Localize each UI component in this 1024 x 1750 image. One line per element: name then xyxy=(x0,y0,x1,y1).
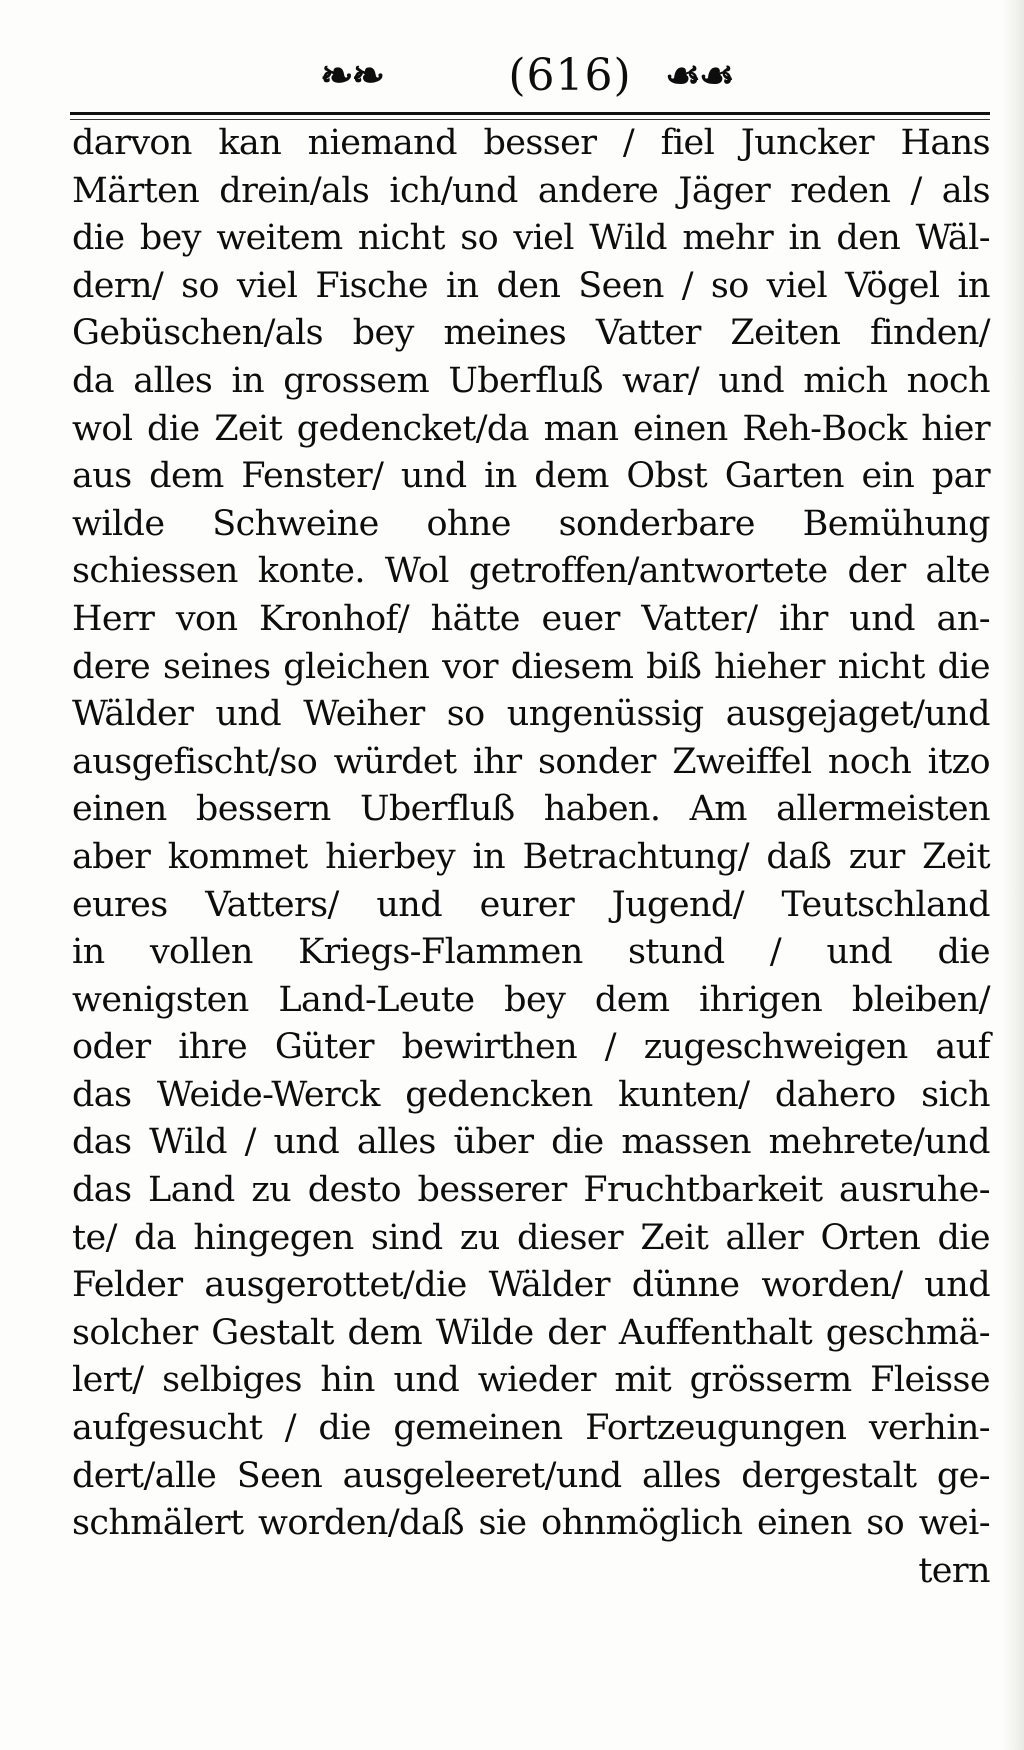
catchword: tern xyxy=(918,1550,990,1591)
page-header xyxy=(70,48,990,104)
text-line: eures Vatters/ und eurer Jugend/ Teutschland xyxy=(72,884,990,925)
text-line: das Land zu desto besserer Fruchtbarkeit ausruhe- xyxy=(72,1170,990,1211)
text-line: solcher Gestalt dem Wilde der Auffenthalt geschmä- xyxy=(72,1312,990,1353)
text-line: die bey weitem nicht so viel Wild mehr in den Wäl- xyxy=(72,218,990,259)
text-line: lert/ selbiges hin und wieder mit grösserm Fleisse xyxy=(72,1360,990,1401)
text-line: das Wild / und alles über die massen mehrete/und xyxy=(72,1122,990,1163)
text-line: Märten drein/als ich/und andere Jäger reden / als xyxy=(72,170,990,211)
text-line: aus dem Fenster/ und in dem Obst Garten ein par xyxy=(72,456,990,497)
text-line: wol die Zeit gedencket/da man einen Reh-Bock hier xyxy=(72,408,990,449)
text-line: schmälert worden/daß sie ohnmöglich einen so wei- xyxy=(72,1503,990,1544)
body-text xyxy=(72,120,990,1595)
text-line: einen bessern Uberfluß haben. Am allermeisten xyxy=(72,789,990,830)
text-line: wilde Schweine ohne sonderbare Bemühung xyxy=(72,503,990,544)
text-line: wenigsten Land-Leute bey dem ihrigen bleiben/ xyxy=(72,979,990,1020)
text-line: in vollen Kriegs-Flammen stund / und die xyxy=(72,932,990,973)
page-number: (616) xyxy=(508,50,632,101)
text-line: das Weide-Werck gedencken kunten/ dahero sich xyxy=(72,1074,990,1115)
text-line: dere seines gleichen vor diesem biß hieher nicht die xyxy=(72,646,990,687)
text-line: schiessen konte. Wol getroffen/antwortete der alte xyxy=(72,551,990,592)
text-line: Wälder und Weiher so ungenüssig ausgejaget/und xyxy=(72,694,990,735)
text-line: Gebüschen/als bey meines Vatter Zeiten finden/ xyxy=(72,313,990,354)
text-line: Herr von Kronhof/ hätte euer Vatter/ ihr und an- xyxy=(72,598,990,639)
text-line: ausgefischt/so würdet ihr sonder Zweiffel noch itzo xyxy=(72,741,990,782)
text-line: darvon kan niemand besser / fiel Juncker Hans xyxy=(72,123,990,163)
text-line: da alles in grossem Uberfluß war/ und mich noch xyxy=(72,360,990,401)
text-line: dert/alle Seen ausgeleeret/und alles dergestalt ge- xyxy=(72,1455,990,1496)
text-line: te/ da hingegen sind zu dieser Zeit aller Orten die xyxy=(72,1217,990,1258)
page-edge-shadow xyxy=(1002,0,1024,1750)
text-line: oder ihre Güter bewirthen / zugeschweigen auf xyxy=(72,1027,990,1068)
header-rule xyxy=(70,112,990,115)
text-line: aber kommet hierbey in Betrachtung/ daß zur Zeit xyxy=(72,836,990,877)
text-line: Felder ausgerottet/die Wälder dünne worden/ und xyxy=(72,1265,990,1306)
ornament-left: ❧❧ xyxy=(320,52,384,99)
ornament-right: ☙☙ xyxy=(665,52,733,99)
text-line: dern/ so viel Fische in den Seen / so viel Vögel in xyxy=(72,265,990,306)
text-line: aufgesucht / die gemeinen Fortzeugungen verhin- xyxy=(72,1408,990,1449)
